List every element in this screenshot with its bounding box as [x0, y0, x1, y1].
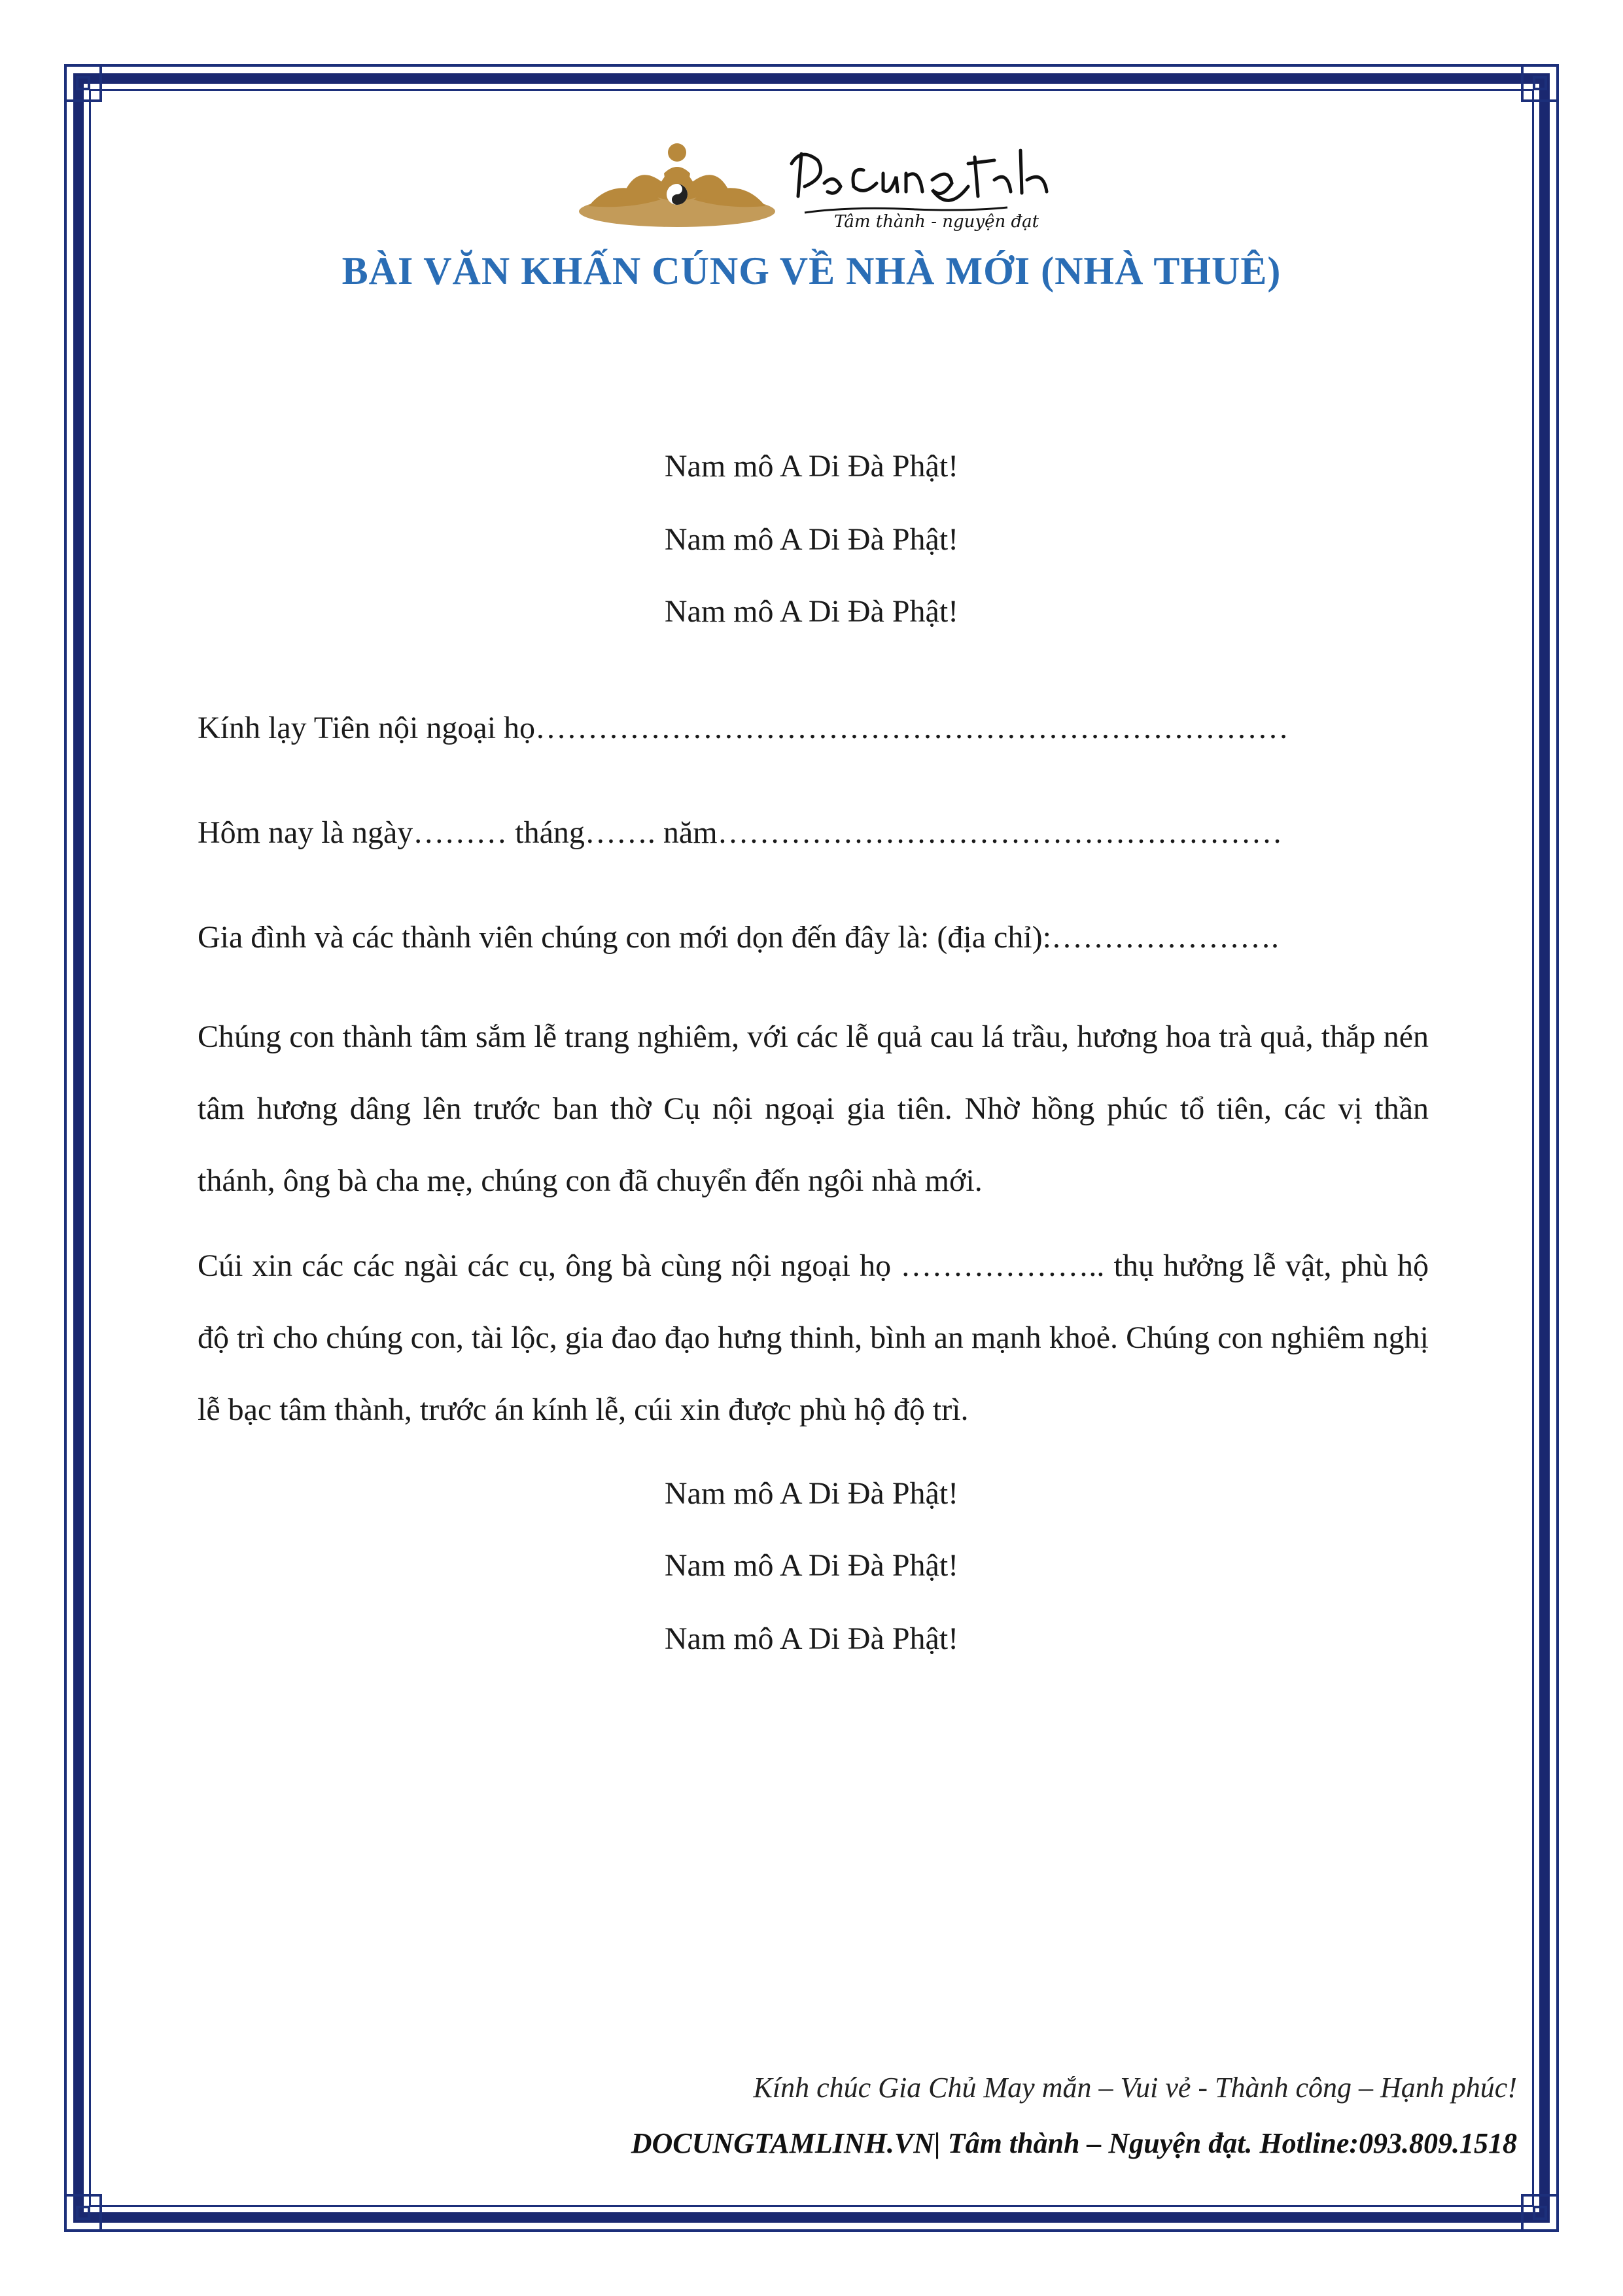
greeting-line: Kính lạy Tiên nội ngoại họ………………………………………………………………	[198, 711, 1289, 745]
closing-chant-1: Nam mô A Di Đà Phật!	[664, 1476, 959, 1511]
corner-ornament-bottom-left	[64, 2194, 102, 2232]
footer-contact: DOCUNGTAMLINH.VN| Tâm thành – Nguyện đạt. Hotline:093.809.1518	[631, 2127, 1517, 2159]
opening-chant-1: Nam mô A Di Đà Phật!	[664, 449, 959, 484]
opening-chant-2: Nam mô A Di Đà Phật!	[664, 522, 959, 557]
brand-logo	[576, 134, 1053, 239]
footer-wish: Kính chúc Gia Chủ May mắn – Vui vẻ - Thành công – Hạnh phúc!	[753, 2072, 1517, 2104]
address-line: Gia đình và các thành viên chúng con mới dọn đến đây là: (địa chỉ):………………….	[198, 920, 1279, 955]
offering-paragraph: Chúng con thành tâm sắm lễ trang nghiêm, với các lễ quả cau lá trầu, hương hoa trà quả, thắp nén tâm hương dâng lên trước ban thờ Cụ nội ngoại gia tiên. Nhờ hồng phúc tổ tiên, các vị thần thánh, ông bà cha mẹ, chúng con đã chuyển đến ngôi nhà mới.	[198, 1019, 1429, 1198]
date-line: Hôm nay là ngày……… tháng……. năm………………………………………………	[198, 815, 1283, 850]
svg-text:Tâm thành - nguyện đạt: Tâm thành - nguyện đạt	[834, 212, 1039, 232]
closing-chant-2: Nam mô A Di Đà Phật!	[664, 1548, 959, 1583]
closing-chant-3: Nam mô A Di Đà Phật!	[664, 1621, 959, 1656]
opening-chant-3: Nam mô A Di Đà Phật!	[664, 594, 959, 629]
lotus-logo-icon	[576, 134, 1053, 239]
prayer-paragraph: Cúi xin các các ngài các cụ, ông bà cùng nội ngoại họ ……………….. thụ hưởng lễ vật, phù hộ độ trì cho chúng con, tài lộc, gia đao đạo hưng thinh, bình an mạnh khoẻ. Chúng con nghiêm nghị lễ bạc tâm thành, trước án kính lễ, cúi xin được phù hộ độ trì.	[198, 1248, 1429, 1427]
corner-ornament-top-right	[1521, 64, 1559, 102]
page-title: BÀI VĂN KHẤN CÚNG VỀ NHÀ MỚI (NHÀ THUÊ)	[341, 249, 1282, 292]
corner-ornament-bottom-right	[1521, 2194, 1559, 2232]
corner-ornament-top-left	[64, 64, 102, 102]
